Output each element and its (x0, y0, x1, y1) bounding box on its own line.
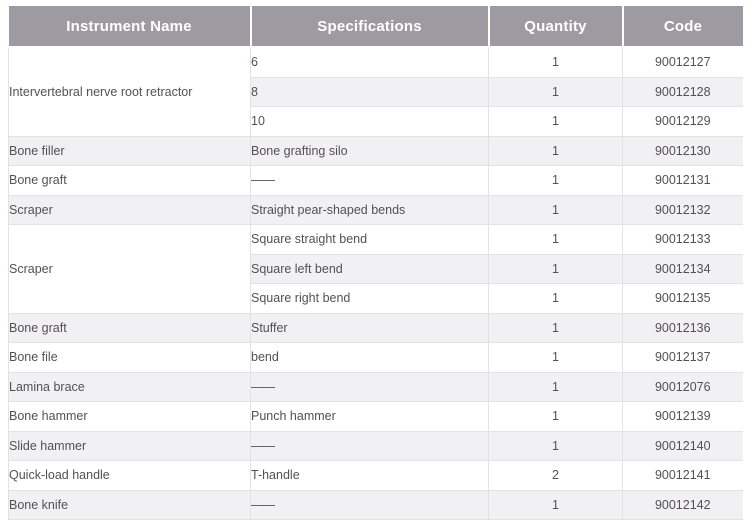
cell-specification: 6 (251, 47, 489, 77)
table-row (9, 313, 743, 343)
cell-specification: —— (251, 166, 489, 196)
cell-instrument-name: Intervertebral nerve root retractor (9, 47, 251, 136)
cell-code: 90012141 (623, 461, 743, 491)
cell-specification: Square left bend (251, 254, 489, 284)
cell-specification: —— (251, 431, 489, 461)
cell-quantity: 1 (489, 313, 623, 343)
table-row (9, 461, 743, 491)
cell-instrument-name: Scraper (9, 195, 251, 225)
cell-quantity: 1 (489, 402, 623, 432)
cell-specification: T-handle (251, 461, 489, 491)
cell-instrument-name: Scraper (9, 225, 251, 314)
cell-specification: 10 (251, 107, 489, 137)
cell-specification: Stuffer (251, 313, 489, 343)
cell-code: 90012130 (623, 136, 743, 166)
table-row (9, 47, 743, 77)
cell-instrument-name: Bone filler (9, 136, 251, 166)
table-row (9, 402, 743, 432)
column-header-specifications: Specifications (251, 6, 489, 47)
table-row (9, 225, 743, 255)
cell-quantity: 1 (489, 195, 623, 225)
cell-code: 90012076 (623, 372, 743, 402)
cell-quantity: 1 (489, 47, 623, 77)
column-header-instrument-name: Instrument Name (9, 6, 251, 47)
cell-instrument-name: Bone knife (9, 490, 251, 520)
cell-instrument-name: Bone file (9, 343, 251, 373)
cell-specification: bend (251, 343, 489, 373)
cell-code: 90012136 (623, 313, 743, 343)
instrument-specification-table (8, 6, 743, 520)
cell-quantity: 1 (489, 284, 623, 314)
cell-quantity: 1 (489, 431, 623, 461)
table-header (9, 6, 743, 47)
cell-quantity: 1 (489, 372, 623, 402)
cell-specification: —— (251, 372, 489, 402)
table-row (9, 166, 743, 196)
cell-code: 90012137 (623, 343, 743, 373)
cell-quantity: 1 (489, 254, 623, 284)
cell-quantity: 1 (489, 166, 623, 196)
table-row (9, 372, 743, 402)
cell-instrument-name: Bone graft (9, 166, 251, 196)
cell-code: 90012142 (623, 490, 743, 520)
cell-specification: Bone grafting silo (251, 136, 489, 166)
cell-specification: Punch hammer (251, 402, 489, 432)
cell-specification: 8 (251, 77, 489, 107)
column-header-code: Code (623, 6, 743, 47)
cell-quantity: 2 (489, 461, 623, 491)
cell-quantity: 1 (489, 107, 623, 137)
table-body (9, 47, 743, 520)
cell-code: 90012134 (623, 254, 743, 284)
cell-code: 90012128 (623, 77, 743, 107)
cell-instrument-name: Bone graft (9, 313, 251, 343)
cell-code: 90012127 (623, 47, 743, 77)
cell-instrument-name: Lamina brace (9, 372, 251, 402)
table-row (9, 431, 743, 461)
table-header-row (9, 6, 743, 47)
cell-specification: Square right bend (251, 284, 489, 314)
table-row (9, 136, 743, 166)
cell-quantity: 1 (489, 136, 623, 166)
cell-instrument-name: Bone hammer (9, 402, 251, 432)
cell-specification: Straight pear-shaped bends (251, 195, 489, 225)
cell-quantity: 1 (489, 225, 623, 255)
table-row (9, 490, 743, 520)
cell-code: 90012131 (623, 166, 743, 196)
cell-quantity: 1 (489, 77, 623, 107)
table-row (9, 195, 743, 225)
cell-code: 90012129 (623, 107, 743, 137)
cell-quantity: 1 (489, 343, 623, 373)
cell-code: 90012135 (623, 284, 743, 314)
cell-quantity: 1 (489, 490, 623, 520)
column-header-quantity: Quantity (489, 6, 623, 47)
cell-code: 90012140 (623, 431, 743, 461)
cell-code: 90012139 (623, 402, 743, 432)
cell-code: 90012132 (623, 195, 743, 225)
table-row (9, 343, 743, 373)
cell-instrument-name: Quick-load handle (9, 461, 251, 491)
cell-specification: —— (251, 490, 489, 520)
cell-specification: Square straight bend (251, 225, 489, 255)
cell-code: 90012133 (623, 225, 743, 255)
cell-instrument-name: Slide hammer (9, 431, 251, 461)
